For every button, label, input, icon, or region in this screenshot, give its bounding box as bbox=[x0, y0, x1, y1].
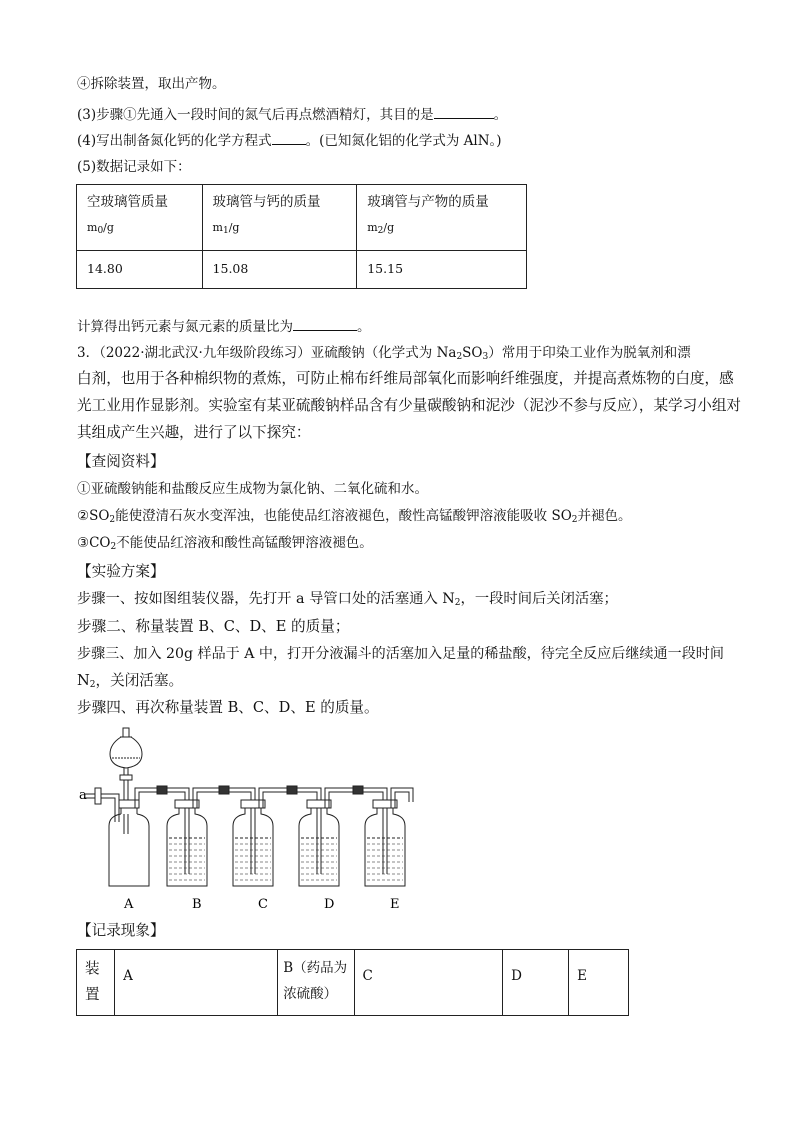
q3-paragraph-line-3: 光工业用作显影剂。实验室有某亚硫酸钠样品含有少量碳酸钠和泥沙（泥沙不参与反应），某学习小组对 bbox=[77, 397, 742, 414]
stopper-a bbox=[119, 800, 139, 808]
question-3-line bbox=[77, 104, 507, 125]
q3-text: (3)步骤①先通入一段时间的氮气后再点燃酒精灯，其目的是 bbox=[77, 107, 434, 123]
header-tube-product: 玻璃管与产物的质量 $m_2/g$ bbox=[357, 185, 527, 251]
record-col-d: D bbox=[503, 950, 569, 1016]
question-4-line bbox=[77, 130, 502, 151]
label-d: D bbox=[324, 897, 335, 912]
answer-blank-3[interactable] bbox=[434, 104, 494, 119]
step-4: 步骤四、再次称量装置 B、C、D、E 的质量。 bbox=[77, 699, 379, 716]
q3-paragraph-line-1: 3．（2022·湖北武汉·九年级阶段练习）亚硫酸钠（化学式为 $Na_2SO_3$）常用于印染工业作为脱氧剂和漂 bbox=[77, 345, 691, 362]
q4-end: 。(已知氮化铝的化学式为 AlN。) bbox=[305, 133, 502, 149]
record-col-b: B（药品为 浓硫酸） bbox=[278, 950, 354, 1016]
connector-ab bbox=[157, 786, 167, 794]
step-2: 步骤二、称量装置 B、C、D、E 的质量； bbox=[77, 618, 350, 635]
answer-blank-ratio[interactable] bbox=[293, 316, 357, 331]
label-a: A bbox=[124, 897, 134, 912]
calc-line: 计算得出钙元素与氮元素的质量比为 。 bbox=[77, 316, 371, 337]
value-m0: 14.80 bbox=[77, 251, 203, 289]
reference-2: $②SO_2$能使澄清石灰水变浑浊，也能使品红溶液褪色，酸性高锰酸钾溶液能吸收 $SO_2$并褪色。 bbox=[77, 508, 632, 525]
step-1: 步骤一、按如图组装仪器，先打开 a 导管口处的活塞通入 $N_2$，一段时间后关闭活塞； bbox=[77, 591, 618, 608]
inlet-stopcock bbox=[95, 788, 101, 804]
label-b: B bbox=[192, 897, 202, 912]
record-col-e: E bbox=[569, 950, 629, 1016]
separatory-funnel bbox=[110, 737, 142, 768]
question-5-line: (5)数据记录如下： bbox=[77, 159, 191, 175]
port-label-a: a bbox=[79, 788, 87, 803]
q3-end: 。 bbox=[493, 107, 508, 123]
funnel-stopper bbox=[123, 728, 129, 737]
step-3-line-1: 步骤三、加入 20g 样品于 A 中，打开分液漏斗的活塞加入足量的稀盐酸，待完全反应后继续通一段时间 bbox=[77, 646, 724, 662]
section-plan: 【实验方案】 bbox=[77, 563, 165, 580]
section-reference: 【查阅资料】 bbox=[77, 453, 165, 470]
record-col-c: C bbox=[354, 950, 503, 1016]
header-tube-calcium: 玻璃管与钙的质量 $m_1/g$ bbox=[202, 185, 357, 251]
q3-paragraph-line-4: 其组成产生兴趣，进行了以下探究： bbox=[77, 424, 311, 441]
header-empty-tube: 空玻璃管质量 $m_0/g$ bbox=[77, 185, 203, 251]
step-3-line-2: $N_2$，关闭活塞。 bbox=[77, 672, 184, 690]
label-c: C bbox=[258, 897, 268, 912]
flask-a bbox=[109, 814, 149, 886]
q4-text: (4)写出制备氮化钙的化学方程式 bbox=[77, 133, 272, 149]
mass-data-table bbox=[76, 184, 527, 289]
record-header-device: 装 置 bbox=[77, 950, 115, 1016]
bottle-e bbox=[365, 788, 413, 886]
answer-blank-4[interactable] bbox=[272, 130, 306, 145]
apparatus-diagram bbox=[77, 722, 427, 918]
funnel-stopcock bbox=[120, 775, 132, 780]
value-m1: 15.08 bbox=[202, 251, 357, 289]
section-record: 【记录现象】 bbox=[77, 922, 165, 939]
label-e: E bbox=[390, 897, 400, 912]
reference-1: ①亚硫酸钠能和盐酸反应生成物为氯化钠、二氧化硫和水。 bbox=[77, 481, 428, 497]
value-m2: 15.15 bbox=[357, 251, 527, 289]
record-table bbox=[76, 949, 629, 1016]
record-col-a: A bbox=[115, 950, 278, 1016]
q3-paragraph-line-2: 白剂，也用于各种棉织物的煮炼，可防止棉布纤维局部氧化而影响纤维强度，并提高煮炼物的白度，感 bbox=[77, 370, 734, 387]
text-line-step4: ④拆除装置，取出产物。 bbox=[77, 76, 226, 92]
reference-3: $③CO_2$不能使品红溶液和酸性高锰酸钾溶液褪色。 bbox=[77, 535, 373, 552]
